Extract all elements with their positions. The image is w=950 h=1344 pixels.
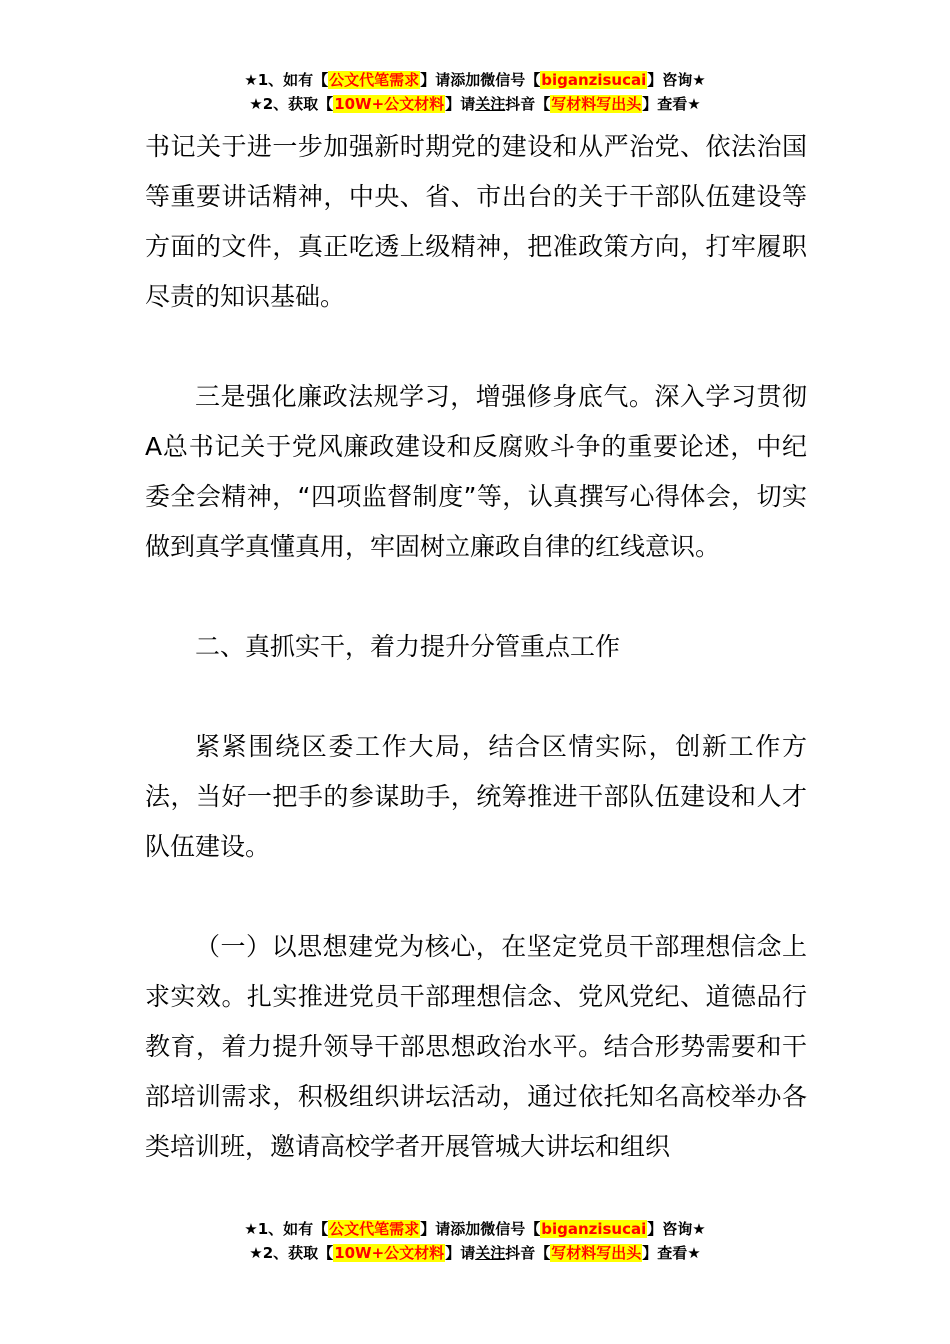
paragraph-integrity-study: 三是强化廉政法规学习，增强修身底气。深入学习贯彻A总书记关于党风廉政建设和反腐败斗争的重要论述，中纪委全会精神，“四项监督制度”等，认真撰写心得体会，切实做到真学真懂真用，牢固树立廉政自律的红线意识。 xyxy=(145,382,807,561)
promo-line-2 xyxy=(0,1241,950,1265)
promo-underline: 关注 xyxy=(475,95,506,113)
promo-highlight: 10W+公文材料 xyxy=(334,1244,445,1262)
promo-text: 】请添加微信号【 xyxy=(420,71,541,89)
promo-text: 】查看★ xyxy=(642,95,701,113)
douyin-id-highlight: 写材料写出头 xyxy=(551,95,642,113)
promo-text: 】查看★ xyxy=(642,1244,701,1262)
wechat-id-highlight: biganzisucai xyxy=(541,1220,647,1238)
paragraph-subsection-one: （一）以思想建党为核心，在坚定党员干部理想信念上求实效。扎实推进党员干部理想信念、党风党纪、道德品行教育，着力提升领导干部思想政治水平。结合形势需要和干部培训需求，积极组织讲坛活动，通过依托知名高校举办各类培训班，邀请高校学者开展管城大讲坛和组织 xyxy=(145,932,807,1161)
promo-highlight: 10W+公文材料 xyxy=(334,95,445,113)
douyin-id-highlight: 写材料写出头 xyxy=(551,1244,642,1262)
section-heading: 二、真抓实干，着力提升分管重点工作 xyxy=(195,632,621,661)
promo-text: 】请添加微信号【 xyxy=(420,1220,541,1238)
promo-highlight: 公文代笔需求 xyxy=(329,71,420,89)
promo-line-1 xyxy=(0,1217,950,1241)
promo-line-2 xyxy=(0,92,950,116)
promo-line-1 xyxy=(0,68,950,92)
promo-text: 抖音【 xyxy=(505,1244,551,1262)
wechat-id-highlight: biganzisucai xyxy=(541,71,647,89)
promo-text: 】请 xyxy=(445,1244,476,1262)
promo-highlight: 公文代笔需求 xyxy=(329,1220,420,1238)
promo-text: ★2、获取【 xyxy=(249,95,334,113)
promo-text: ★2、获取【 xyxy=(249,1244,334,1262)
promo-text: ★1、如有【 xyxy=(244,1220,329,1238)
promo-text: 】咨询★ xyxy=(647,1220,706,1238)
header-promo-banner xyxy=(0,68,950,116)
promo-text: 】咨询★ xyxy=(647,71,706,89)
footer-promo-banner xyxy=(0,1217,950,1265)
paragraph-section-intro: 紧紧围绕区委工作大局，结合区情实际，创新工作方法，当好一把手的参谋助手，统筹推进干部队伍建设和人才队伍建设。 xyxy=(145,732,807,861)
paragraph-continuation: 书记关于进一步加强新时期党的建设和从严治党、依法治国等重要讲话精神，中央、省、市出台的关于干部队伍建设等方面的文件，真正吃透上级精神，把准政策方向，打牢履职尽责的知识基础。 xyxy=(145,132,807,311)
promo-text: 】请 xyxy=(445,95,476,113)
document-body xyxy=(145,122,807,1172)
promo-text: ★1、如有【 xyxy=(244,71,329,89)
promo-text: 抖音【 xyxy=(505,95,551,113)
promo-underline: 关注 xyxy=(475,1244,506,1262)
